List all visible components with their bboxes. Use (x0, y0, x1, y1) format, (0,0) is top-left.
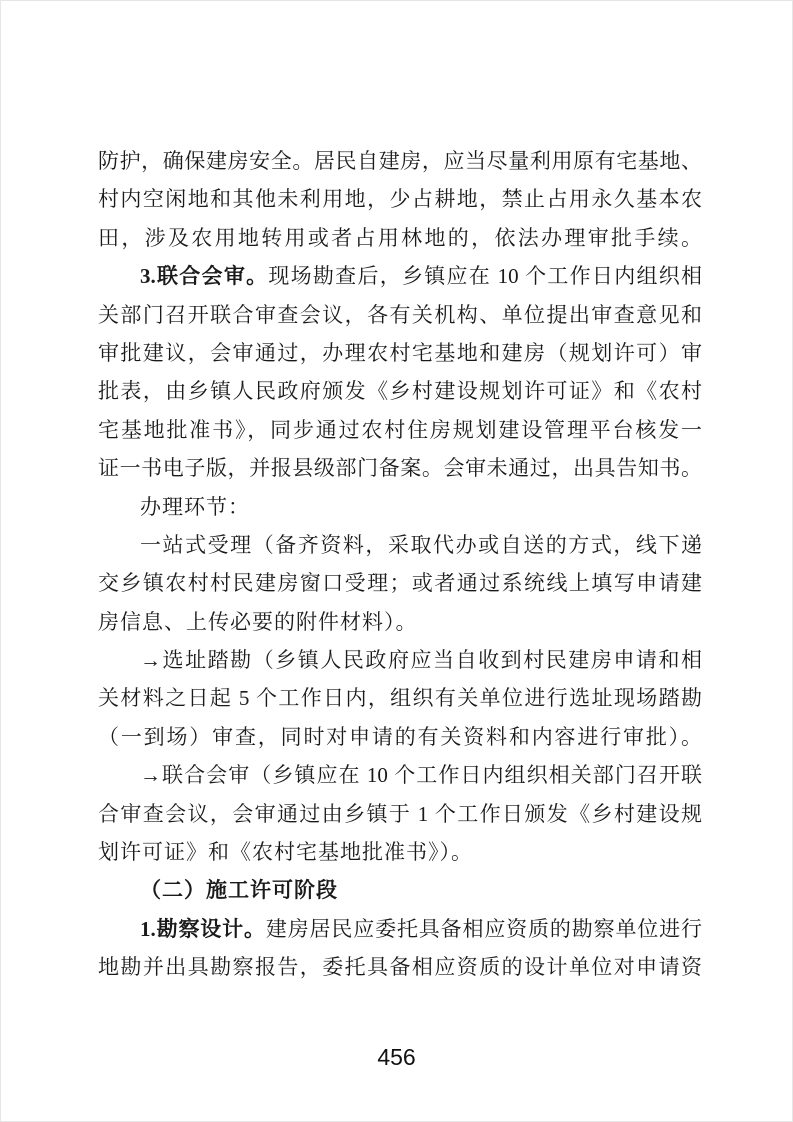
text-line (98, 910, 702, 948)
bold-text-run: 3.联合会审。 (140, 264, 269, 289)
text-run: 村内空闲地和其他未利用地，少占耕地，禁止占用永久基本农 (98, 187, 702, 212)
text-line (98, 219, 702, 257)
text-run: 一站式受理（备齐资料，采取代办或自送的方式，线下递 (140, 532, 702, 557)
text-line (98, 948, 702, 986)
text-run: 房信息、上传必要的附件材料）。 (98, 609, 418, 634)
para-building-safety (98, 142, 702, 257)
text-run: 证一书电子版，并报县级部门备案。会审未通过，出具告知书。 (98, 456, 702, 481)
bold-text-run: 1.勘察设计。 (140, 916, 266, 941)
text-run: 关材料之日起 5 个工作日内，组织有关单位进行选址现场踏勘 (98, 686, 702, 711)
heading-construction-permit-stage (98, 871, 702, 909)
text-run: 现场勘查后，乡镇应在 10 个工作日内组织相 (268, 264, 702, 289)
text-line (98, 526, 702, 564)
text-run: →选址踏勘（乡镇人民政府应当自收到村民建房申请和相 (140, 648, 702, 673)
text-line (98, 603, 702, 641)
text-line (98, 564, 702, 602)
text-line (98, 372, 702, 410)
text-run: 建房居民应委托具备相应资质的勘察单位进行 (265, 916, 702, 941)
text-run: →联合会审（乡镇应在 10 个工作日内组织相关部门召开联 (140, 763, 702, 788)
text-line (98, 833, 702, 871)
text-line (98, 296, 702, 334)
para-joint-review (98, 257, 702, 487)
text-line (98, 449, 702, 487)
para-survey-design (98, 910, 702, 987)
text-run: 交乡镇农村村民建房窗口受理；或者通过系统线上填写申请建 (98, 571, 702, 596)
text-line (98, 334, 702, 372)
text-run: 地勘并出具勘察报告，委托具备相应资质的设计单位对申请资 (98, 955, 702, 980)
text-run: 办理环节： (140, 494, 250, 519)
document-body (98, 142, 702, 987)
text-line (98, 679, 702, 717)
para-process-steps-label (98, 488, 702, 526)
text-line (98, 142, 702, 180)
bold-text-run: （二）施工许可阶段 (140, 878, 338, 903)
text-line (98, 411, 702, 449)
text-line (98, 257, 702, 295)
text-run: 合审查会议，会审通过由乡镇于 1 个工作日颁发《乡村建设规 (98, 801, 702, 826)
text-run: 宅基地批准书》，同步通过农村住房规划建设管理平台核发一 (98, 417, 702, 442)
text-line (98, 488, 702, 526)
text-run: 防护，确保建房安全。居民自建房，应当尽量利用原有宅基地、 (98, 149, 702, 173)
text-run: 划许可证》和《农村宅基地批准书》）。 (98, 840, 473, 865)
text-run: 批表，由乡镇人民政府颁发《乡村建设规划许可证》和《农村 (98, 379, 702, 404)
text-line (98, 795, 702, 833)
text-line (98, 718, 702, 756)
page-number: 456 (377, 1044, 416, 1070)
text-line (98, 871, 702, 909)
text-run: 关部门召开联合审查会议，各有关机构、单位提出审查意见和 (98, 302, 702, 327)
para-joint-meeting (98, 756, 702, 871)
text-run: （一到场）审查，同时对申请的有关资料和内容进行审批）。 (98, 724, 702, 749)
text-run: 审批建议，会审通过，办理农村宅基地和建房（规划许可）审 (98, 340, 702, 365)
text-run: 田，涉及农用地转用或者占用林地的，依法办理审批手续。 (98, 225, 702, 250)
para-site-survey (98, 641, 702, 756)
text-line (98, 756, 702, 794)
para-one-stop-acceptance (98, 526, 702, 641)
text-line (98, 641, 702, 679)
text-line (98, 180, 702, 218)
